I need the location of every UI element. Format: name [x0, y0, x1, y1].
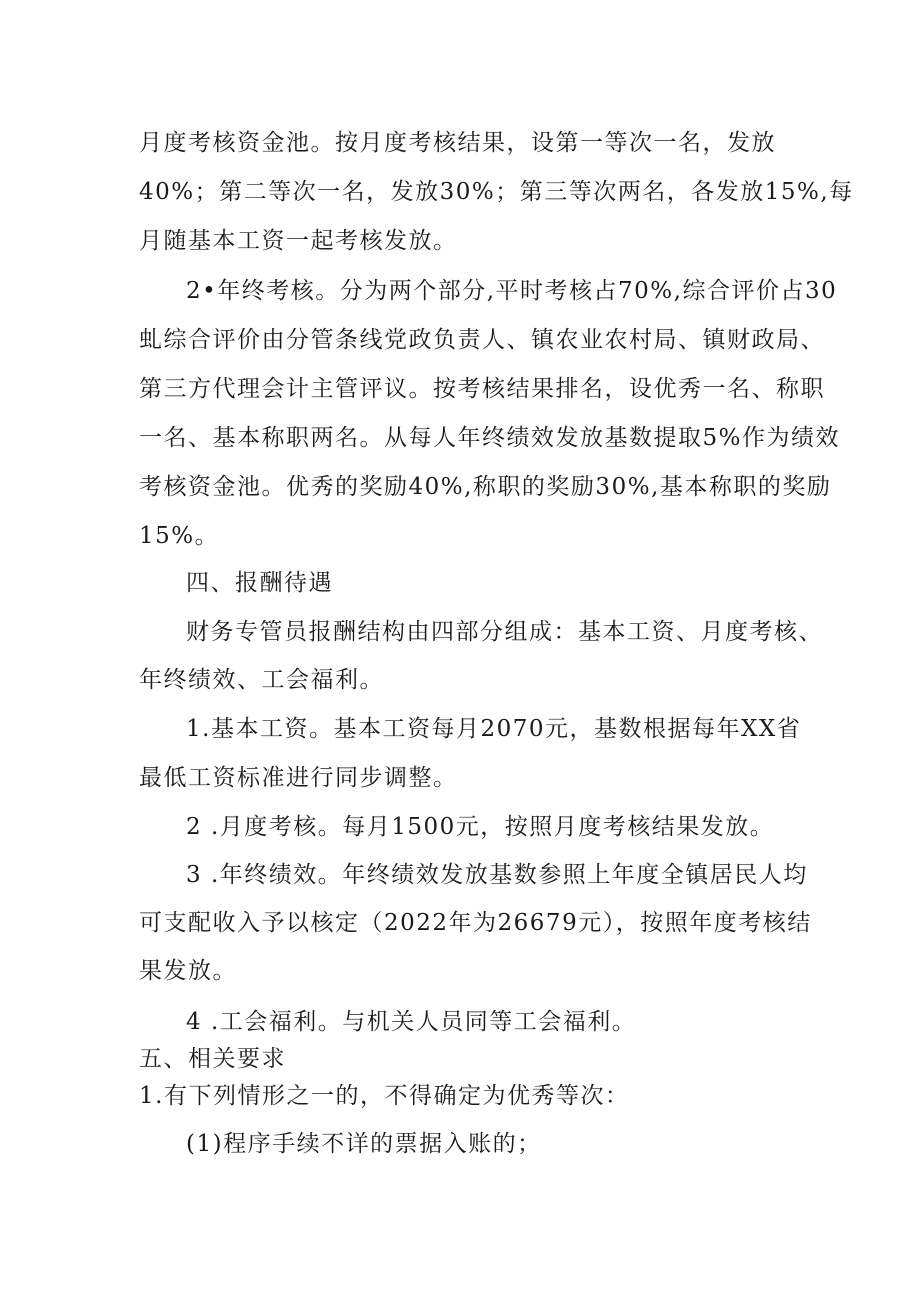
text-line: 虬综合评价由分管条线党政负责人、镇农业农村局、镇财政局、: [139, 327, 825, 353]
text-line: 2•年终考核。分为两个部分,平时考核占70%,综合评价占30: [186, 278, 838, 304]
text-line: 可支配收入予以核定（2022年为26679元），按照年度考核结: [139, 910, 812, 936]
text-line: 15%。: [139, 523, 220, 549]
text-line: 月随基本工资一起考核发放。: [139, 228, 458, 254]
text-line: 3 .年终绩效。年终绩效发放基数参照上年度全镇居民人均: [186, 862, 808, 888]
text-line: 果发放。: [139, 958, 237, 984]
text-line: 2 .月度考核。每月1500元，按照月度考核结果发放。: [186, 814, 775, 840]
section-heading: 四、报酬待遇: [186, 570, 333, 596]
text-line: 年终绩效、工会福利。: [139, 667, 384, 693]
text-line: 4 .工会福利。与机关人员同等工会福利。: [186, 1009, 637, 1035]
text-line: 一名、基本称职两名。从每人年终绩效发放基数提取5%作为绩效: [139, 425, 840, 451]
text-line: 1.有下列情形之一的，不得确定为优秀等次：: [139, 1083, 630, 1109]
text-line: 月度考核资金池。按月度考核结果，设第一等次一名，发放: [139, 130, 776, 156]
text-line: 最低工资标准进行同步调整。: [139, 765, 458, 791]
text-line: 40%；第二等次一名，发放30%；第三等次两名，各发放15%,每: [139, 179, 854, 205]
text-line: 第三方代理会计主管评议。按考核结果排名，设优秀一名、称职: [139, 376, 825, 402]
text-line: 1.基本工资。基本工资每月2070元，基数根据每年XX省: [186, 716, 802, 742]
text-line: 财务专管员报酬结构由四部分组成：基本工资、月度考核、: [186, 619, 823, 645]
text-line: 考核资金池。优秀的奖励40%,称职的奖励30%,基本称职的奖励: [139, 474, 832, 500]
section-heading: 五、相关要求: [139, 1046, 286, 1072]
text-line: (1)程序手续不详的票据入账的；: [186, 1131, 542, 1157]
